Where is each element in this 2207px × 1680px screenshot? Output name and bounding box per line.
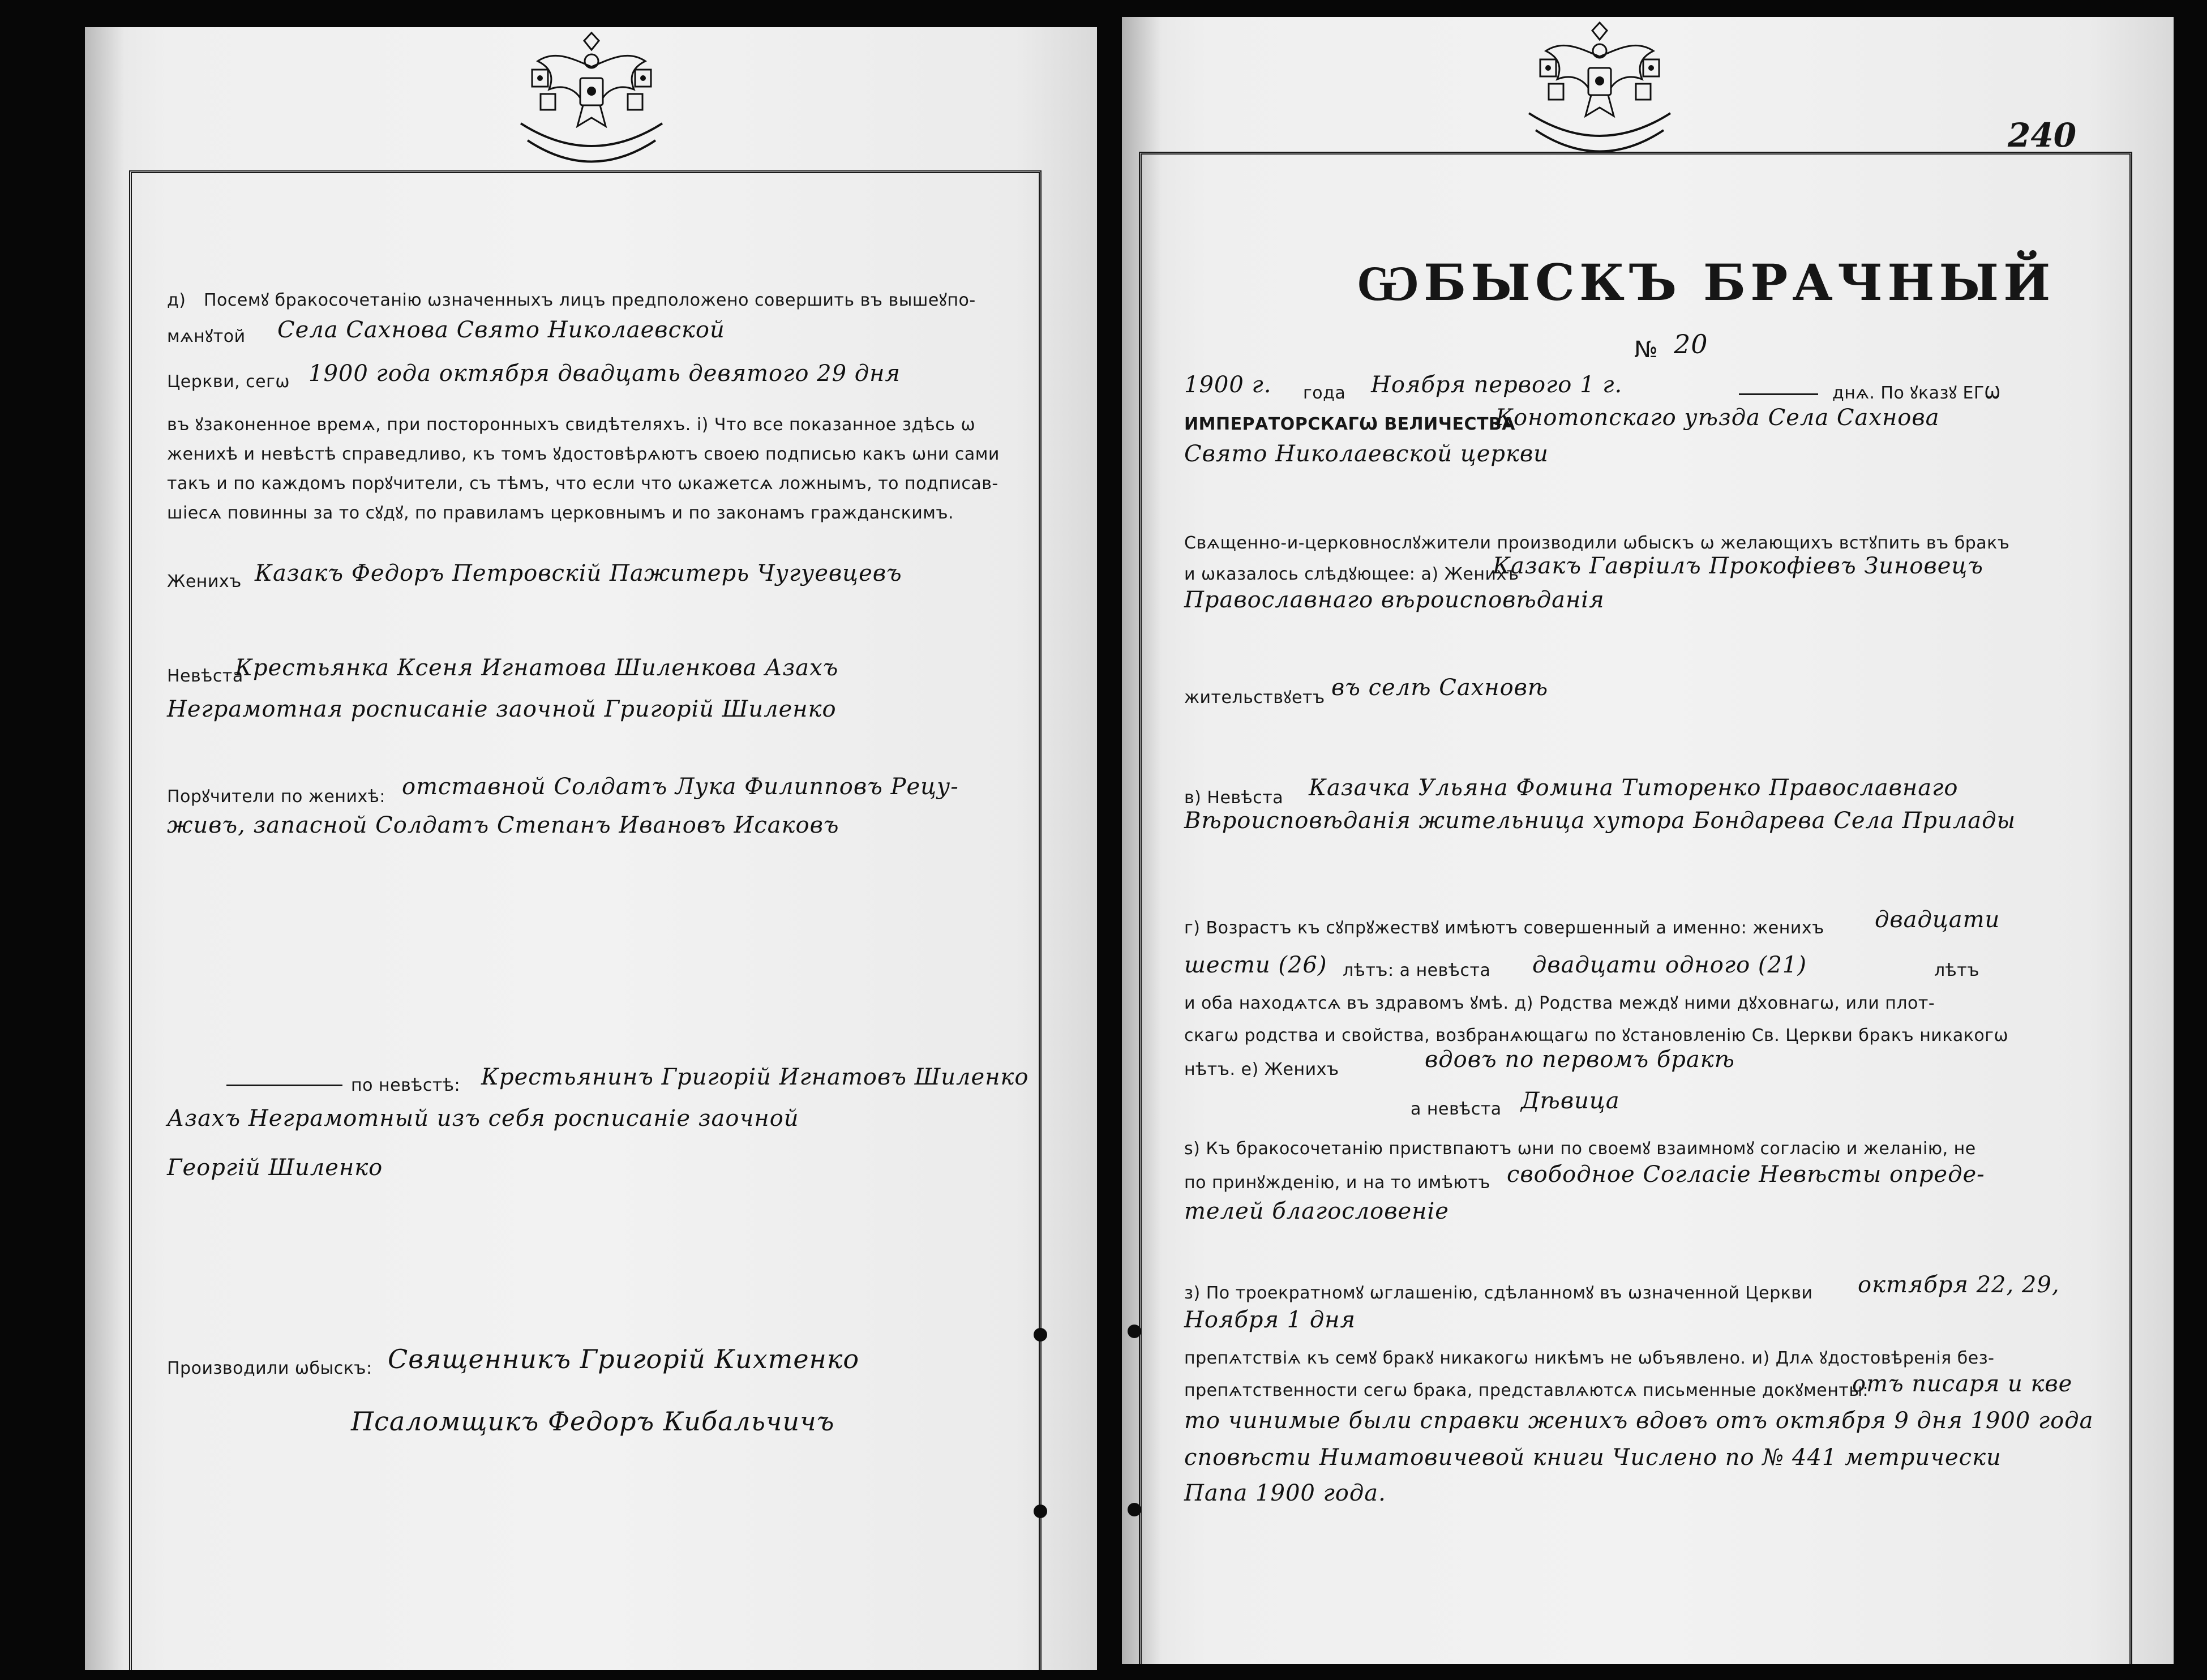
place-handwritten-2: Свято Николаевской церкви	[1184, 441, 1549, 467]
guarantors-bride-label: по невѣстѣ:	[351, 1075, 461, 1095]
page-number: 240	[2008, 116, 2077, 155]
age-years-label: лѣтъ	[1934, 961, 1980, 980]
age-line-2: лѣтъ: а невѣста	[1343, 961, 1491, 980]
left-para-line-5: женихѣ и невѣстѣ справедливо, къ томъ ꙋдостовѣрѧютъ своею подписью какъ ѡни сами	[167, 444, 1000, 464]
guarantors-bride-line-2: Азахъ Неграмотный изъ себя росписаніе заочной	[167, 1105, 799, 1132]
left-para-line-7: шіесѧ повинны за то сꙋдꙋ, по правиламъ церковнымъ и по законамъ гражданскимъ.	[167, 503, 954, 523]
guarantors-bride-line-3: Георгій Шиленко	[167, 1155, 383, 1181]
left-para-line-2a: мѧнꙋтой	[167, 327, 246, 346]
groom-age-handwritten: двадцати	[1875, 907, 2000, 933]
bride-details-line-2: Вѣроисповѣданія жительница хутора Бондарева Села Прилады	[1184, 808, 2016, 834]
psalmist-signature: Псаломщикъ Федоръ Кибальчичъ	[351, 1406, 835, 1437]
left-para-line-4: въ ꙋзаконенное времѧ, при посторонныхъ свидѣтеляхъ. і) Что все показанное здѣсь ѡ	[167, 415, 976, 435]
bride-details-line-1: Казачка Ульяна Фомина Титоренко Православнаго	[1309, 775, 1959, 801]
binding-hole	[1128, 1325, 1141, 1338]
left-para-line-6: такъ и по каждомъ порꙋчители, съ тѣмъ, что если что ѡкажетсѧ ложнымъ, то подписав-	[167, 474, 998, 494]
year-handwritten: 1900 г.	[1184, 372, 1272, 398]
intro-line-1: Свѧщенно-и-церковнослꙋжители производили ѡбыскъ ѡ желающихъ встꙋпить въ бракъ	[1184, 533, 2010, 553]
month-handwritten: Ноября первого 1 г.	[1371, 372, 1623, 398]
binding-hole	[1034, 1328, 1047, 1342]
left-para-prefix: д)	[167, 290, 186, 310]
consent-handwritten-2: телей благословеніе	[1184, 1198, 1449, 1224]
guarantors-bride-rule	[226, 1085, 342, 1086]
place-handwritten-1: Конотопскаго уѣзда Села Сахнова	[1495, 405, 1940, 431]
church-name-handwritten: Села Сахнова Свято Николаевской	[277, 317, 725, 343]
documents-handwritten-4: Папа 1900 года.	[1184, 1480, 1386, 1506]
documents-handwritten-2: то чинимые были справки женихъ вдовъ отъ октября 9 дня 1900 года	[1184, 1408, 2094, 1434]
document-title: ѠБЫСКЪ БРАЧНЫЙ	[1357, 253, 2055, 312]
intro-line-2: и ѡказалось слѣдꙋющее: а) Женихъ	[1184, 564, 1519, 584]
proclamation-dates-handwritten-2: Ноября 1 дня	[1184, 1307, 1356, 1333]
binding-hole	[1034, 1505, 1047, 1518]
decree-label: днѧ. По ꙋказꙋ ЕГѠ	[1832, 383, 2001, 403]
left-page-frame	[129, 170, 1042, 1670]
double-headed-eagle-crest-icon	[1523, 17, 1676, 164]
groom-faith-handwritten: Православнаго вѣроисповѣданія	[1184, 587, 1605, 613]
proclamations-line-3: препѧтствіѧ къ семꙋ бракꙋ никакогѡ никѣмъ не ѡбъявлено. и) Длѧ ꙋдостовѣренія без-	[1184, 1348, 1995, 1368]
bride-label-right: в) Невѣста	[1184, 788, 1284, 808]
day-rule	[1739, 393, 1818, 395]
documents-handwritten-1: отъ писаря и кве	[1852, 1371, 2073, 1397]
age-line-1: г) Возрастъ къ сꙋпрꙋжествꙋ имѣютъ совершенный а именно: женихъ	[1184, 918, 1824, 938]
residence-label: жительствꙋетъ	[1184, 688, 1325, 708]
groom-label: Женихъ	[167, 572, 242, 592]
guarantors-bride-line-1: Крестьянинъ Григорій Игнатовъ Шиленко	[481, 1064, 1029, 1090]
documents-handwritten-3: сповѣсти Ниматовичевой книги Числено по № 441 метрически	[1184, 1445, 2002, 1471]
residence-value: въ селѣ Сахновѣ	[1331, 675, 1549, 701]
guarantors-groom-line-1: отставной Солдатъ Лука Филипповъ Рецу-	[402, 774, 959, 800]
priest-signature: Священникъ Григорій Кихтенко	[388, 1344, 860, 1374]
record-number-value: 20	[1674, 329, 1708, 359]
groom-status-handwritten: вдовъ по первомъ бракѣ	[1425, 1047, 1735, 1073]
bride-signature-line-2: Неграмотная росписаніе заочной Григорій Шиленко	[167, 696, 837, 722]
bride-label: Невѣста	[167, 666, 243, 686]
binding-hole	[1128, 1503, 1141, 1516]
record-number-label: №	[1634, 337, 1659, 363]
consent-handwritten-1: свободное Согласіе Невѣсты опреде-	[1507, 1162, 1985, 1188]
bride-age-handwritten: двадцати одного (21)	[1532, 952, 1807, 978]
guarantors-groom-line-2: живъ, запасной Солдатъ Степанъ Ивановъ Исаковъ	[167, 812, 839, 838]
bride-status-label: а невѣста	[1411, 1099, 1502, 1119]
proclamations-line-1: з) По троекратномꙋ ѡглашенію, сдѣланномꙋ въ ѡзначенной Церкви	[1184, 1283, 1813, 1303]
right-page	[1122, 17, 2174, 1664]
groom-signature: Казакъ Федоръ Петровскій Пажитерь Чугуевцевъ	[255, 560, 902, 586]
performed-by-label: Производили ѡбыскъ:	[167, 1358, 372, 1378]
year-label: года	[1303, 383, 1346, 403]
imperial-majesty: ИМПЕРАТОРСКАГѠ ВЕЛИЧЕСТВА	[1184, 414, 1516, 434]
consent-line-1: ѕ) Къ бракосочетанію приствпаютъ ѡни по своемꙋ взаимномꙋ согласію и желанію, не	[1184, 1139, 1976, 1159]
wedding-date-handwritten: 1900 года октября двадцать девятого 29 дня	[308, 361, 901, 387]
left-para-line-1: Посемꙋ бракосочетанію ѡзначенныхъ лицъ предположено совершить въ вышеꙋпо-	[204, 290, 976, 310]
left-para-line-3a: Церкви, сегѡ	[167, 372, 290, 392]
bride-signature-line-1: Крестьянка Ксеня Игнатова Шиленкова Азахъ	[235, 655, 839, 681]
guarantors-groom-label: Порꙋчители по женихѣ:	[167, 787, 386, 807]
consent-line-2: по принꙋжденію, и на то имѣютъ	[1184, 1173, 1490, 1193]
groom-age-number: шести (26)	[1184, 952, 1327, 978]
proclamations-line-4: препѧтственности сегѡ брака, представлѧютсѧ письменные докꙋменты:	[1184, 1381, 1869, 1400]
age-line-5: нѣтъ. е) Женихъ	[1184, 1060, 1339, 1079]
groom-details-handwritten: Казакъ Гавріилъ Прокофіевъ Зиновецъ	[1493, 553, 1983, 579]
bride-status-handwritten: Дѣвица	[1521, 1088, 1620, 1114]
proclamation-dates-handwritten: октября 22, 29,	[1858, 1272, 2060, 1298]
double-headed-eagle-crest-icon	[515, 27, 668, 174]
age-line-4: скагѡ родства и свойства, возбранѧющагѡ по ꙋстановленію Св. Церкви бракъ никакогѡ	[1184, 1026, 2009, 1045]
left-page	[85, 27, 1097, 1670]
age-line-3: и оба находѧтсѧ въ здравомъ ꙋмѣ. д) Родства междꙋ ними дꙋховнагѡ, или плот-	[1184, 993, 1935, 1013]
